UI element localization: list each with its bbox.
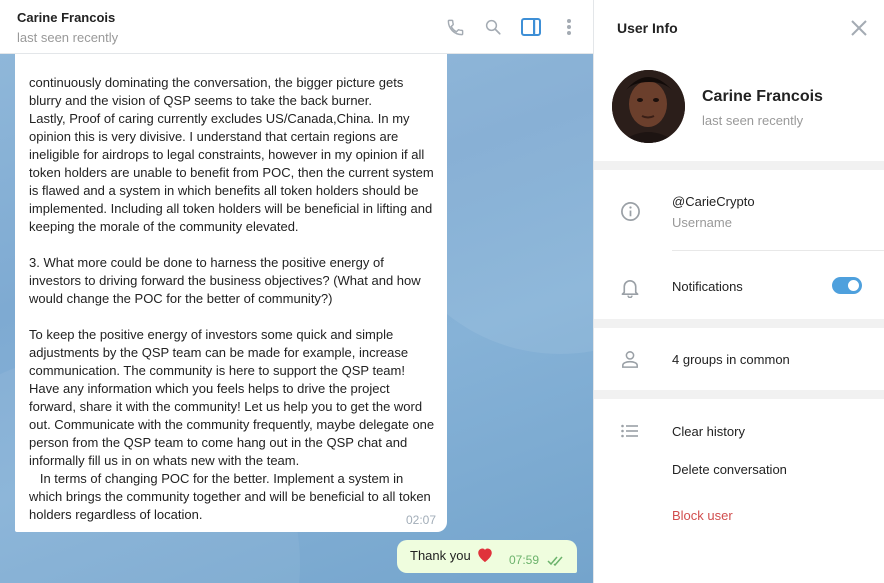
message-text: continuously dominating the conversation, the bigger picture gets blurry and the vision of QSP seems to take the back burner. Lastly, Proof of caring currently excludes US/Canada,China. In my opinion this is very divisive. I understand that certain regions are ineligible for airdrops to legal constraints, however in my opinion if all token holders are unable to benefit from POC, then the current system is flawed and a system in which benefits all token holders should be implemented. Including all token holders will be beneficial in lifting and keeping the morale of the community elevated. 3. What more could be done to harness the positive energy of investors to driving forward the business objectives? (What and how would change the POC for the better of community?) To keep the positive energy of investors some quick and simple adjustments by the QSP team can be made for example, increase communication. The community is here to support the QSP team! Have any information which you feels helps to drive the project forward, share it with the community! Let us help you to get the word out. Communicate with the community frequently, maybe delegate one person from the QSP team to come hang out in the QSP chat and informally fill us in on whats new with the team. In terms of changing POC for the better. Implement a system in which brings the community together and will be beneficial to all token holders regardless of location. <box>29 75 435 522</box>
user-info-panel <box>593 0 884 583</box>
panel-title: User Info <box>617 20 678 36</box>
close-icon[interactable] <box>848 17 870 39</box>
notifications-label: Notifications <box>672 279 743 294</box>
outgoing-message[interactable] <box>397 540 577 573</box>
message-time: 07:59 <box>509 553 540 567</box>
chat-contact-name[interactable]: Carine Francois <box>17 10 116 25</box>
section-divider <box>594 390 884 399</box>
sidebar-toggle-icon[interactable] <box>519 14 543 40</box>
notifications-toggle[interactable] <box>832 277 862 294</box>
row-divider <box>672 250 884 251</box>
chat-contact-status: last seen recently <box>17 30 119 45</box>
profile-status: last seen recently <box>702 113 804 128</box>
info-icon <box>619 200 641 222</box>
clear-history-button[interactable]: Clear history <box>672 424 745 439</box>
username-label: Username <box>672 215 732 230</box>
username-value[interactable]: @CarieCrypto <box>672 194 755 209</box>
message-text: Thank you <box>410 548 471 563</box>
search-icon[interactable] <box>481 14 505 40</box>
profile-name: Carine Francois <box>702 88 823 105</box>
groups-in-common[interactable]: 4 groups in common <box>672 352 790 367</box>
message-time: 02:07 <box>405 513 436 527</box>
bell-icon <box>619 276 641 298</box>
more-vertical-icon[interactable] <box>557 14 581 40</box>
section-divider <box>594 319 884 328</box>
heart-emoji-icon <box>476 546 494 568</box>
section-divider <box>594 161 884 170</box>
user-icon <box>619 348 641 370</box>
avatar[interactable] <box>612 70 685 143</box>
toggle-knob <box>846 278 861 293</box>
block-user-button[interactable]: Block user <box>672 508 733 523</box>
double-check-icon <box>547 553 565 571</box>
delete-conversation-button[interactable]: Delete conversation <box>672 462 787 477</box>
phone-icon[interactable] <box>443 14 467 40</box>
list-icon <box>619 420 641 442</box>
chat-header <box>0 0 593 54</box>
chat-header-actions <box>443 14 581 40</box>
incoming-message[interactable] <box>15 30 447 532</box>
